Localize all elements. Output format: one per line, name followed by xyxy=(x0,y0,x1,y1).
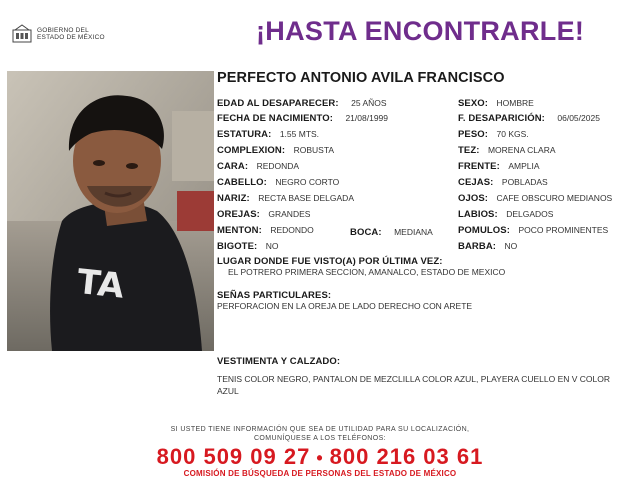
field-label: SEXO: xyxy=(458,98,489,109)
field-value: DELGADOS xyxy=(506,209,554,219)
info-note-line-1: SI USTED TIENE INFORMACIÓN QUE SEA DE UTILIDAD PARA SU LOCALIZACIÓN, xyxy=(170,426,470,433)
field-ojos xyxy=(458,192,612,204)
field-label: CABELLO: xyxy=(217,177,267,188)
field-sexo xyxy=(458,97,534,109)
field-label: CEJAS: xyxy=(458,177,494,188)
field-label: COMPLEXION: xyxy=(217,145,286,156)
field-label: BIGOTE: xyxy=(217,241,258,252)
field-fecha-desaparicion xyxy=(458,112,600,124)
field-value: 06/05/2025 xyxy=(557,113,600,123)
field-value: RECTA BASE DELGADA xyxy=(258,193,354,203)
field-label: F. DESAPARICIÓN: xyxy=(458,113,545,124)
last-seen-title: LUGAR DONDE FUE VISTO(A) POR ÚLTIMA VEZ: xyxy=(217,256,443,267)
field-value: AMPLIA xyxy=(508,161,540,171)
field-value: ROBUSTA xyxy=(293,145,335,155)
field-value: NO xyxy=(504,241,518,251)
field-label: MENTON: xyxy=(217,225,262,236)
phone-number-1[interactable]: 800 509 09 27 xyxy=(156,444,311,469)
field-nariz xyxy=(217,192,354,204)
field-value: HOMBRE xyxy=(496,98,534,108)
svg-text:TA: TA xyxy=(75,261,126,307)
field-tez xyxy=(458,144,556,156)
commission-name: COMISIÓN DE BÚSQUEDA DE PERSONAS DEL ESTADO DE MÉXICO xyxy=(183,469,457,478)
field-value: GRANDES xyxy=(268,209,311,219)
field-orejas xyxy=(217,208,310,220)
field-label: BARBA: xyxy=(458,241,497,252)
field-bigote xyxy=(217,240,279,252)
field-value: POBLADAS xyxy=(501,177,548,187)
person-photo xyxy=(7,71,214,351)
field-value: MORENA CLARA xyxy=(487,145,556,155)
field-fecha-nacimiento xyxy=(217,112,388,124)
field-complexion xyxy=(217,144,334,156)
last-seen-text: EL POTRERO PRIMERA SECCION, AMANALCO, ESTADO DE MEXICO xyxy=(228,267,506,277)
field-pomulos xyxy=(458,224,608,236)
field-label: BOCA: xyxy=(350,227,382,238)
field-value: 70 KGS. xyxy=(496,129,529,139)
field-label: NARIZ: xyxy=(217,193,250,204)
field-label: POMULOS: xyxy=(458,225,510,236)
field-value: NO xyxy=(265,241,279,251)
field-label: CARA: xyxy=(217,161,249,172)
field-cabello xyxy=(217,176,339,188)
field-label: PESO: xyxy=(458,129,489,140)
field-label: FRENTE: xyxy=(458,161,500,172)
field-barba xyxy=(458,240,517,252)
field-label: FECHA DE NACIMIENTO: xyxy=(217,113,333,124)
phone-numbers xyxy=(0,444,640,470)
government-logo xyxy=(12,24,122,46)
clothing-title: VESTIMENTA Y CALZADO: xyxy=(217,356,341,367)
field-value: MEDIANA xyxy=(394,227,433,237)
state-seal-icon xyxy=(12,24,32,44)
field-value: REDONDO xyxy=(270,225,314,235)
field-edad xyxy=(217,97,387,109)
field-cara xyxy=(217,160,299,172)
field-label: OJOS: xyxy=(458,193,489,204)
logo-line-2: ESTADO DE MÉXICO xyxy=(37,34,105,41)
field-label: TEZ: xyxy=(458,145,480,156)
field-peso xyxy=(458,128,529,140)
field-label: ESTATURA: xyxy=(217,129,272,140)
field-labios xyxy=(458,208,553,220)
field-label: EDAD AL DESAPARECER: xyxy=(217,98,339,109)
distinguishing-marks-text: PERFORACION EN LA OREJA DE LADO DERECHO CON ARETE xyxy=(217,301,473,311)
field-value: CAFE OBSCURO MEDIANOS xyxy=(496,193,613,203)
person-name: PERFECTO ANTONIO AVILA FRANCISCO xyxy=(217,70,505,86)
clothing-text: TENIS COLOR NEGRO, PANTALON DE MEZCLILLA COLOR AZUL, PLAYERA CUELLO EN V COLOR AZUL xyxy=(217,374,610,396)
field-value: NEGRO CORTO xyxy=(275,177,340,187)
field-value: 25 AÑOS xyxy=(351,98,387,108)
headline: ¡HASTA ENCONTRARLE! xyxy=(256,16,585,46)
separator-dot: • xyxy=(316,448,324,468)
logo-line-1: GOBIERNO DEL xyxy=(37,27,89,34)
info-note-line-2: COMUNÍQUESE A LOS TELÉFONOS: xyxy=(253,435,387,442)
field-boca xyxy=(350,226,433,238)
field-frente xyxy=(458,160,540,172)
distinguishing-marks-title: SEÑAS PARTICULARES: xyxy=(217,290,332,301)
field-label: LABIOS: xyxy=(458,209,498,220)
field-value: 21/08/1999 xyxy=(345,113,388,123)
field-estatura xyxy=(217,128,319,140)
field-label: OREJAS: xyxy=(217,209,260,220)
field-value: 1.55 MTS. xyxy=(279,129,320,139)
phone-number-2[interactable]: 800 216 03 61 xyxy=(329,444,484,469)
field-cejas xyxy=(458,176,548,188)
field-menton xyxy=(217,224,314,236)
field-value: POCO PROMINENTES xyxy=(518,225,609,235)
field-value: REDONDA xyxy=(256,161,300,171)
